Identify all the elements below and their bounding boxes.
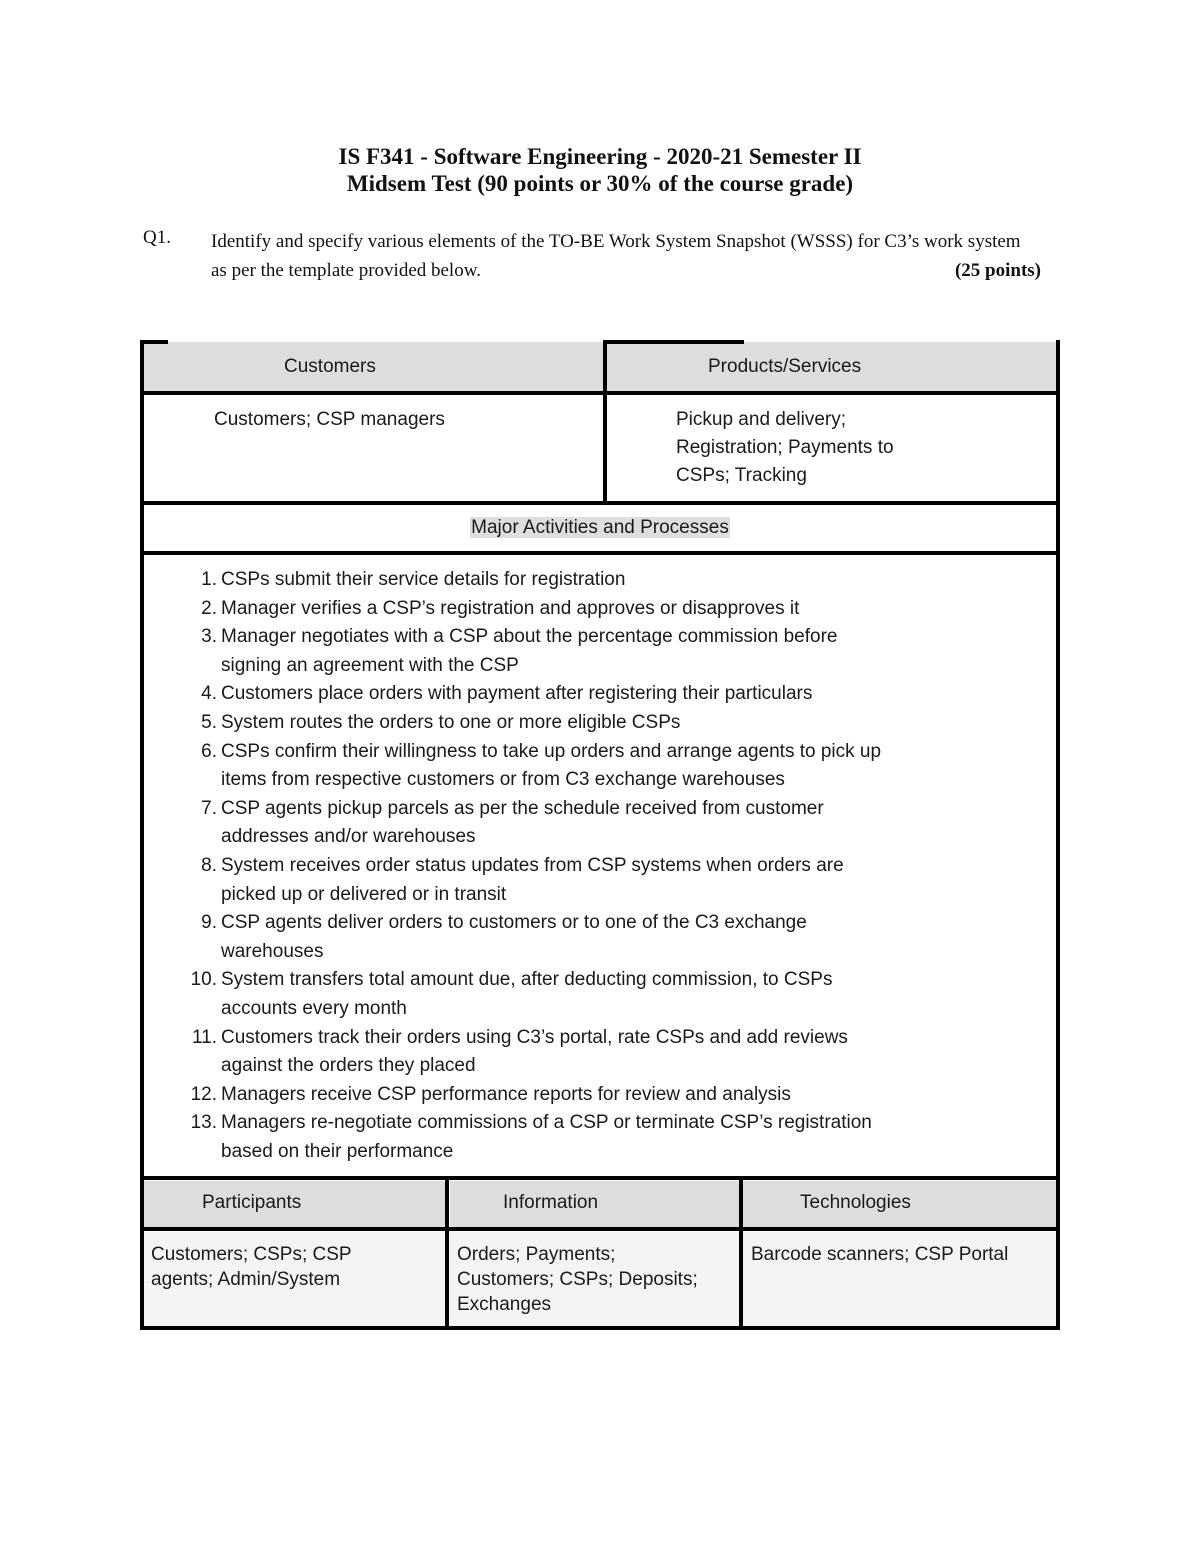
products-label: Products/Services — [708, 356, 862, 377]
information-value — [457, 1242, 698, 1317]
activity-text: Manager negotiates with a CSP about the percentage commission before — [221, 626, 838, 648]
activity-text: CSP agents pickup parcels as per the schedule received from customer — [221, 797, 824, 819]
activity-text: CSPs submit their service details for registration — [221, 569, 626, 590]
activity-item — [190, 1109, 1021, 1166]
activity-text: Manager verifies a CSP’s registration and approves or disapproves it — [221, 597, 800, 619]
table-border — [140, 1326, 1060, 1330]
activity-number: 10. — [190, 969, 217, 991]
activities-list — [190, 566, 1021, 1166]
activity-text: signing an agreement with the CSP — [221, 654, 519, 676]
products-value — [676, 406, 894, 490]
activity-item — [201, 595, 1021, 624]
table-border — [140, 1176, 1060, 1180]
wsss-table — [140, 340, 1060, 1330]
activity-number: 4. — [201, 683, 217, 705]
information-label: Information — [503, 1192, 599, 1213]
activity-number: 7. — [201, 797, 217, 819]
table-border — [140, 391, 1060, 395]
products-value-line: Pickup and delivery; — [676, 409, 847, 430]
participants-value-line: agents; Admin/System — [151, 1269, 341, 1290]
activity-number: 6. — [201, 740, 217, 762]
activity-item — [201, 795, 1021, 852]
table-border — [140, 340, 144, 1330]
table-border — [603, 340, 744, 344]
question-body: Identify and specify various elements of the TO-BE Work System Snapshot (WSSS) for C3’s work system as per the template provided below. — [211, 231, 1021, 281]
table-border — [140, 551, 1060, 555]
activity-number: 3. — [201, 626, 217, 648]
document-title: IS F341 - Software Engineering - 2020-21 Semester II — [338, 144, 862, 169]
document-subtitle: Midsem Test (90 points or 30% of the course grade) — [346, 171, 854, 196]
activity-number: 1. — [201, 569, 217, 590]
activity-text: System transfers total amount due, after deducting commission, to CSPs — [221, 969, 833, 991]
activity-number: 5. — [201, 711, 217, 733]
table-border — [140, 340, 168, 344]
activity-text: Customers place orders with payment after registering their particulars — [221, 683, 813, 705]
products-value-line: CSPs; Tracking — [676, 465, 807, 486]
activity-text: based on their performance — [221, 1140, 454, 1162]
activity-number: 8. — [201, 854, 217, 876]
activity-number: 12. — [190, 1083, 217, 1105]
activity-text: Customers track their orders using C3’s portal, rate CSPs and add reviews — [221, 1026, 848, 1048]
activity-item — [201, 709, 1021, 738]
information-value-line: Customers; CSPs; Deposits; — [457, 1269, 698, 1290]
activity-number: 11. — [191, 1026, 217, 1048]
participants-value — [151, 1242, 352, 1292]
activity-text: Managers receive CSP performance reports for review and analysis — [221, 1083, 791, 1105]
participants-value-line: Customers; CSPs; CSP — [151, 1244, 352, 1265]
activity-text: warehouses — [221, 940, 324, 962]
activity-item — [201, 566, 1021, 595]
table-border — [140, 501, 1060, 505]
table-border — [603, 340, 607, 505]
activity-text: System routes the orders to one or more eligible CSPs — [221, 711, 681, 733]
table-border — [445, 1176, 449, 1330]
information-value-line: Exchanges — [457, 1294, 552, 1315]
technologies-value-line: Barcode scanners; CSP Portal — [751, 1244, 1009, 1265]
activity-number: 13. — [190, 1112, 217, 1134]
customers-label: Customers — [284, 356, 376, 377]
information-value-line: Orders; Payments; — [457, 1244, 616, 1265]
table-border — [1056, 340, 1060, 1330]
activity-item — [190, 1081, 1021, 1110]
activity-number: 2. — [201, 597, 217, 619]
technologies-value — [751, 1242, 1008, 1267]
question-points: (25 points) — [954, 260, 1041, 281]
activity-text: Managers re-negotiate commissions of a CSP or terminate CSP’s registration — [221, 1112, 872, 1134]
activity-item — [191, 1024, 1021, 1081]
activity-item — [201, 909, 1021, 966]
table-border — [739, 1176, 743, 1330]
participants-label: Participants — [202, 1192, 302, 1213]
activities-label: Major Activities and Processes — [471, 517, 729, 538]
activity-item — [201, 680, 1021, 709]
activities-label-wrap — [140, 514, 1060, 542]
activity-item — [190, 966, 1021, 1023]
activity-text: accounts every month — [221, 997, 407, 1019]
activity-item — [201, 738, 1021, 795]
activity-text: picked up or delivered or in transit — [221, 883, 507, 905]
activity-text: addresses and/or warehouses — [221, 826, 476, 848]
question-number: Q1. — [143, 227, 171, 248]
activity-item — [201, 852, 1021, 909]
table-border — [140, 1227, 1060, 1231]
technologies-label: Technologies — [800, 1192, 911, 1213]
activity-text: items from respective customers or from C3 exchange warehouses — [221, 769, 785, 791]
customers-value: Customers; CSP managers — [214, 409, 445, 430]
activity-text: against the orders they placed — [221, 1055, 476, 1077]
activity-text: System receives order status updates from CSP systems when orders are — [221, 854, 844, 876]
products-value-line: Registration; Payments to — [676, 437, 894, 458]
activity-number: 9. — [201, 912, 217, 934]
activity-text: CSP agents deliver orders to customers or to one of the C3 exchange — [221, 912, 807, 934]
question-text — [211, 227, 1041, 285]
activity-item — [201, 623, 1021, 680]
activity-text: CSPs confirm their willingness to take up orders and arrange agents to pick up — [221, 740, 882, 762]
